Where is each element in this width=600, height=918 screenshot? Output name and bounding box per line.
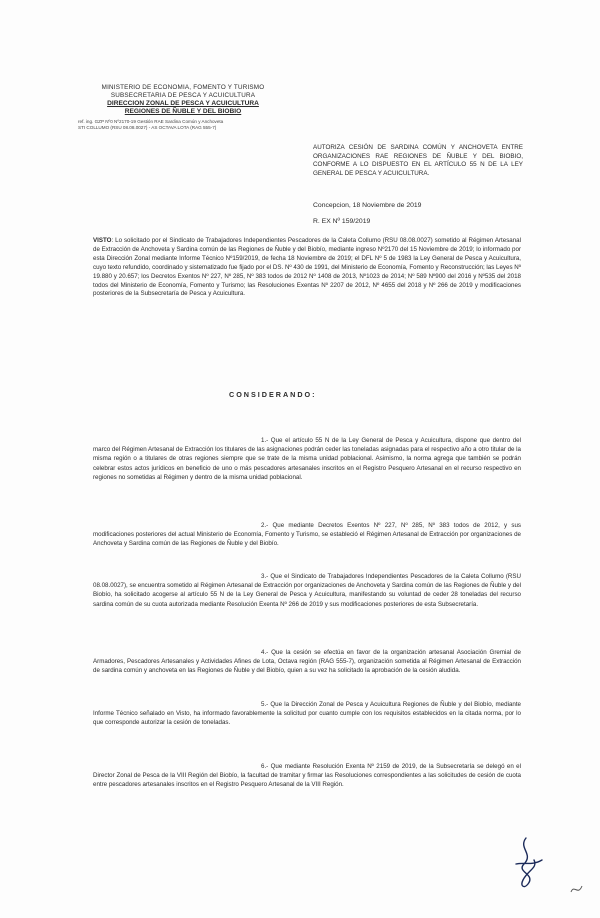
visto-label: VISTO [93,237,112,244]
considerando-paragraph-1: 1.- Que el artículo 55 N de la Ley General de Pesca y Acuicultura, dispone que dentro del marco del Régimen Artesanal de Extracción los titulares de las asignaciones podrán ceder las toneladas asignadas para el respectivo año a otro titular de la misma región o a titulares de otras regiones siempre que se trate de la misma unidad poblacional. Asimismo, la norma agrega que también se podrán celebrar estos actos jurídicos en beneficio de uno o más pescadores artesanales inscritos en el Registro Pesquero Artesanal en el recurso respectivo en regiones no sometidas al Régimen y dentro de la misma unidad poblacional. [93,437,521,481]
considerando-heading: CONSIDERANDO: [229,390,317,399]
directorate-line: DIRECCION ZONAL DE PESCA Y ACUICULTURA [107,100,259,107]
letterhead [78,84,288,131]
subsecretariat-line: SUBSECRETARIA DE PESCA Y ACUICULTURA [110,92,256,99]
considerando-paragraph-5: 5.- Que la Dirección Zonal de Pesca y Acuicultura Regiones de Ñuble y del Biobío, mediante Informe Técnico señalado en Visto, ha informado favorablemente la solicitud por cuanto cumple con los requisitos establecidos en la citada norma, por lo que corresponde autorizar la cesión de toneladas. [93,701,521,727]
ministry-line: MINISTERIO DE ECONOMIA, FOMENTO Y TURISMO [101,84,265,91]
considerando-paragraph-4: 4.- Que la cesión se efectúa en favor de la organización artesanal Asociación Gremial de Armadores, Pescadores Artesanales y Actividades Afines de Lota, Octava región (RAG 555-7), organización sometida al Régimen Artesanal de Extracción de sardina común y anchoveta en las Regiones de Ñuble y del Biobío, quien a su vez ha solicitado la aprobación de la cesión aludida. [93,649,521,675]
reference-line-1: ref. ing. GZP Nº0 Nº2170-19 Gestión RAE Sardina Común y Anchoveta [78,119,224,124]
considerando-paragraph-3: 3.- Que el Sindicato de Trabajadores Independientes Pescadores de la Caleta Collumo (RSU 08.08.0027), se encuentra sometido al Régimen Artesanal de Extracción por organizaciones de Anchoveta y Sardina común de las Regiones de Ñuble y del Biobío, ha solicitado acogerse al artículo 55 N de la Ley General de Pesca y Acuicultura, manifestando su voluntad de ceder 28 toneladas del recurso sardina común de su cuota autorizada mediante Resolución Exenta Nº 266 de 2019 y sus modificaciones posteriores de esta Subsecretaría. [93,573,521,608]
resolution-subject: AUTORIZA CESIÓN DE SARDINA COMÚN Y ANCHOVETA ENTRE ORGANIZACIONES RAE REGIONES DE ÑUBLE Y DEL BIOBIO, CONFORME A LO DISPUESTO EN EL ARTÍCULO 55 N DE LA LEY GENERAL DE PESCA Y ACUICULTURA. [313,144,523,177]
considerando-paragraph-2: 2.- Que mediante Decretos Exentos Nº 227, Nº 285, Nº 383 todos de 2012, y sus modificaciones posteriores del actual Ministerio de Economía, Fomento y Turismo, se estableció el Régimen Artesanal de Extracción por organizaciones de Anchoveta y Sardina común de las Regiones de Ñuble y del Biobío. [93,522,521,548]
visto-text: : Lo solicitado por el Sindicato de Trabajadores Independientes Pescadores de la Caleta Collumo (RSU 08.08.0027) sometido al Régimen Artesanal de Extracción de Anchoveta y Sardina común de las Regiones de Ñuble y del Biobío, mediante ingreso Nº2170 del 15 Noviembre de 2019; lo informado por esta Dirección Zonal mediante Informe Técnico Nº159/2019, de fecha 18 Noviembre de 2019; el DFL Nº 5 de 1983 la Ley General de Pesca y Acuicultura, cuyo texto refundido, coordinado y sistematizado fue fijado por el DS. Nº 430 de 1991, del Ministerio de Economía, Fomento y Reconstrucción; las Leyes Nº 19.880 y 20.657; los Decretos Exentos Nº 227, Nº 285, Nº 383 todos de 2012 Nº 1408 de 2013, Nº1023 de 2014; Nº 589 Nº900 del 2016 y Nº535 del 2018 todos del Ministerio de Economía, Fomento y Turismo; las Resoluciones Exentas Nº 2207 de 2012, Nº 4655 del 2018 y Nº 266 de 2019 y modificaciones posteriores de la Subsecretaría de Pesca y Acuicultura. [93,237,521,298]
resolution-number: R. EX Nº 159/2019 [313,218,371,225]
considerando-paragraph-6: 6.- Que mediante Resolución Exenta Nº 2159 de 2019, de la Subsecretaría se delegó en el Director Zonal de Pesca de la VIII Región del Biobío, la facultad de tramitar y firmar las Resoluciones correspondientes a las solicitudes de cesión de cuota entre pescadores artesanales inscritos en el Registro Pesquero Artesanal de la VIII Región. [93,763,521,789]
initials-mark [568,880,586,898]
visto-section [93,237,521,299]
handwritten-signature [508,834,548,894]
reference-line-2: STI COLLUMO (RSU 08.08.0027) - AS OCTAVA LOTA (RAG 555-7) [78,125,217,130]
date-line: Concepcion, 18 Noviembre de 2019 [313,202,422,209]
regions-line: REGIONES DE ÑUBLE Y DEL BIOBIO [124,108,242,115]
